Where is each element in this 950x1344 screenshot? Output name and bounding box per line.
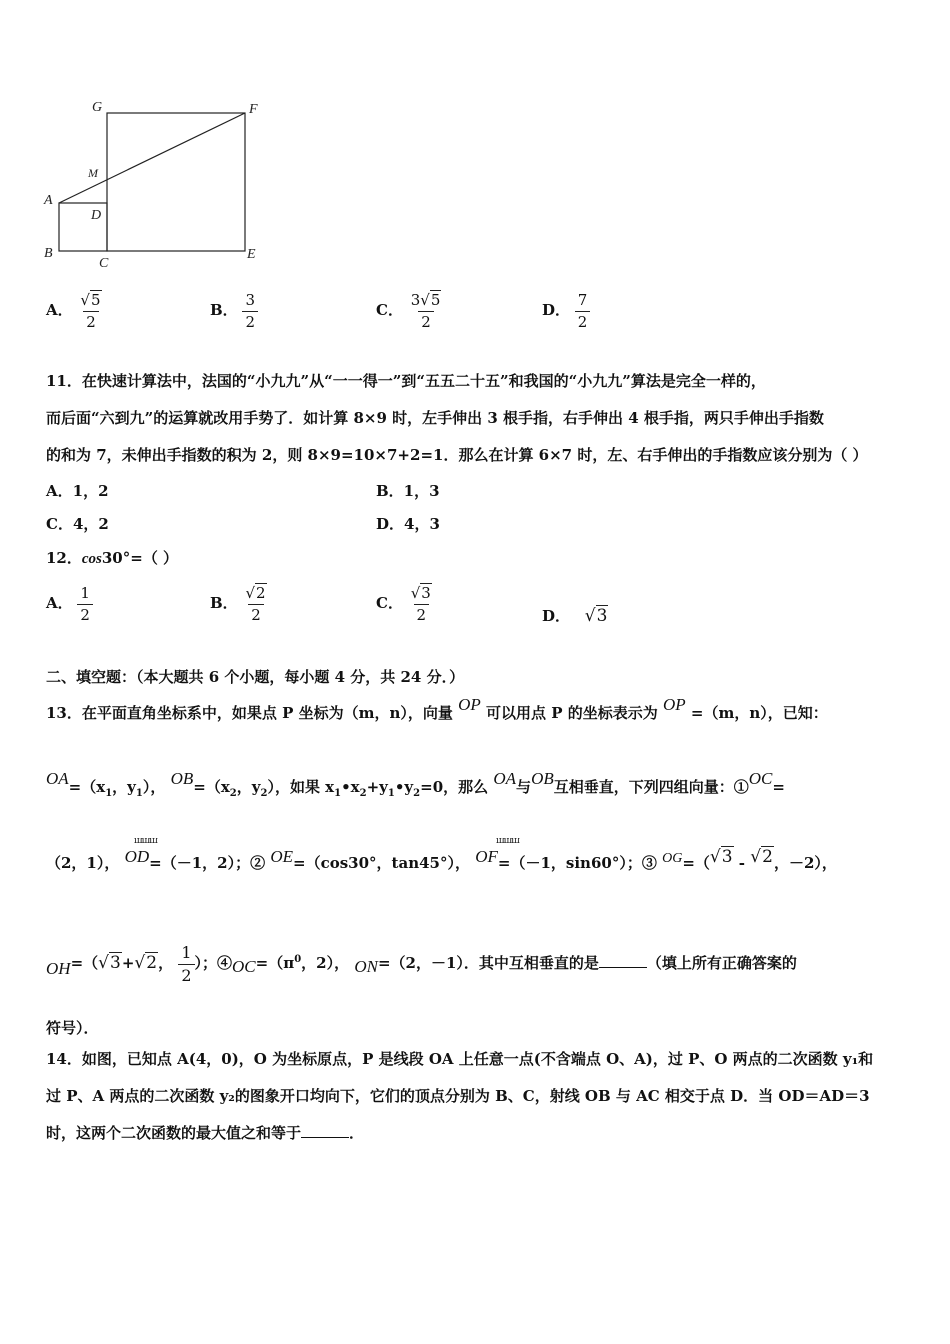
q11-line-1: 11．在快速计算法中，法国的“小九九”从“一一得一”到“五五二十五”和我国的“小九九”算法是完全一样的，: [46, 372, 766, 390]
label-a: A: [44, 193, 53, 208]
answer-blank[interactable]: [301, 1125, 349, 1138]
label-c: C: [99, 256, 109, 271]
q12-option-a[interactable]: A． $\frac{1}{2}$: [46, 585, 93, 623]
fraction-7-over-2: $\frac{7}{2}$: [575, 292, 591, 330]
q11-line-3: 的和为 7，未伸出手指数的积为 2，则 8×9=10×7+2=1．那么在计算 6×7 时，左、右手伸出的手指数应该分别为（ ）: [46, 446, 868, 464]
label-f: F: [249, 102, 258, 117]
q12-option-c[interactable]: C． $\frac{√3}{2}$: [376, 584, 431, 624]
label-m: M: [88, 166, 98, 180]
q13-line-4: OH=（√3+√2， $\frac{1}{2}$ ）；$④OC=(\pi^0$，2）， ON=（2，－1）．其中互相垂直的是 （填上所有正确答案的: [46, 943, 797, 985]
q14-line-3: 时，这两个二次函数的最大值之和等于 ．: [46, 1124, 365, 1142]
section-2-heading: 二、填空题：（本大题共 6 个小题，每小题 4 分，共 24 分．）: [46, 668, 465, 686]
fraction-3-over-2: $\frac{3}{2}$: [242, 292, 258, 330]
q13-line-1: 13．在平面直角坐标系中，如果点 P 坐标为（m，n），向量 OP 可以用点 P 的坐标表示为 OP =（m，n），已知：: [46, 695, 828, 722]
fraction-1-over-2: $\frac{1}{2}$: [178, 944, 194, 984]
label-e: E: [247, 247, 256, 262]
q12-option-d[interactable]: D． √3: [542, 606, 608, 626]
fraction-sqrt5-over-2: $\frac{√5}{2}$: [80, 291, 101, 331]
q14-line-2: 过 P、A 两点的二次函数 y₂的图象开口均向下，它们的顶点分别为 B、C，射线 OB 与 AC 相交于点 D．当 OD＝AD＝3: [46, 1087, 870, 1105]
q10-option-c[interactable]: C． $\frac{3√5}{2}$: [376, 292, 444, 330]
q11-line-2: 而后面“六到九”的运算就改用手势了．如计算 8×9 时，左手伸出 3 根手指，右手伸出 4 根手指，两只手伸出手指数: [46, 409, 824, 427]
q10-option-a[interactable]: A． $\frac{√5}{2}$: [46, 292, 105, 330]
q13-line-2: $OA=(x_1$，$y_1$）， $OB=(x_2$，$y_2$），如果 $x_1•x_2+y_1•y_2=0$，那么 OA与OB互相垂直，下列四组向量：①OC=: [46, 769, 785, 799]
q11-option-c[interactable]: C．4，2: [46, 515, 109, 533]
vector-arrow-mark: ꟺꟺꟺ: [134, 836, 157, 846]
q14-line-1: 14．如图，已知点 A(4，0)，O 为坐标原点，P 是线段 OA 上任意一点(不含端点 O、A)，过 P、O 两点的二次函数 y₁和: [46, 1050, 874, 1068]
segment-af: [59, 113, 245, 203]
q10-option-b[interactable]: B． $\frac{3}{2}$: [210, 292, 258, 330]
square-cefg: [107, 113, 245, 251]
q13-line-3: （2，1）， OD=（－1，2）；② OE=（cos30°，tan45°）， OF=（－1，sin60°）；③ OG=（√3 - √2，－2），: [46, 847, 837, 872]
label-d: D: [91, 208, 102, 223]
q11-option-a[interactable]: A．1，2: [46, 482, 109, 500]
vector-arrow-mark: ꟺꟺꟺ: [496, 836, 519, 846]
label-b: B: [44, 246, 53, 261]
label-g: G: [92, 100, 103, 115]
q12-option-b[interactable]: B． $\frac{√2}{2}$: [210, 584, 266, 624]
answer-blank[interactable]: [599, 955, 647, 968]
q12-stem: 12．cos30°=（ ）: [46, 549, 179, 567]
fraction-3sqrt5-over-2: $\frac{3√5}{2}$: [410, 291, 441, 331]
geometry-figure: [40, 95, 270, 275]
q11-option-d[interactable]: D．4，3: [376, 515, 440, 533]
q11-option-b[interactable]: B．1，3: [376, 482, 440, 500]
q10-option-d[interactable]: D． $\frac{7}{2}$: [542, 292, 590, 330]
q13-line-5: 符号）．: [46, 1019, 99, 1037]
